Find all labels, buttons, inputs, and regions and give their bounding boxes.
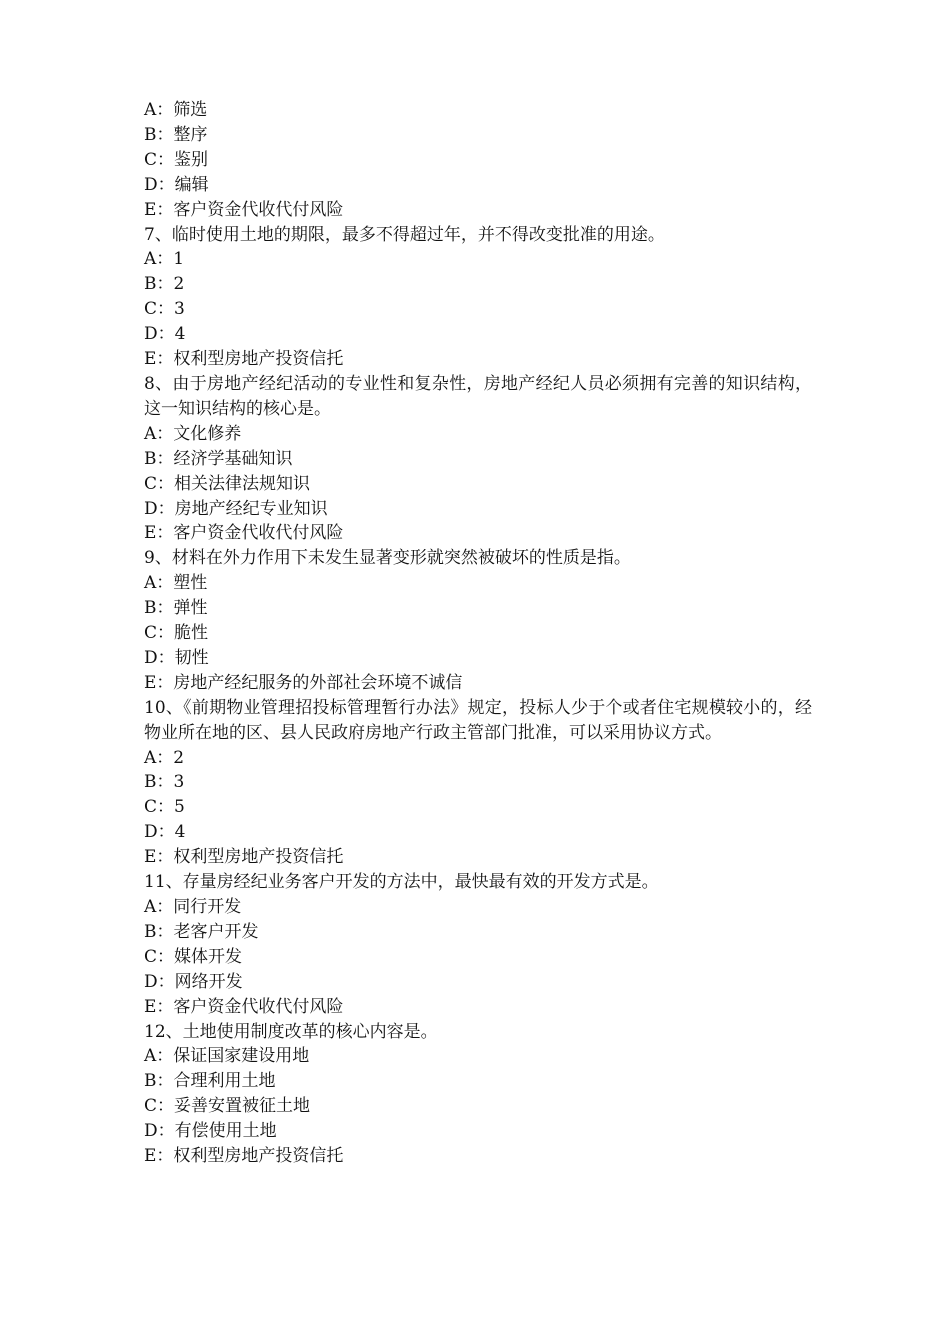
option-c: C：脆性 [144,623,209,644]
question-stem: 11、存量房经纪业务客户开发的方法中，最快最有效的开发方式是。 [144,872,659,893]
question-stem: 10、《前期物业管理招投标管理暂行办法》规定，投标人少于个或者住宅规模较小的，经物业所在地的区、县人民政府房地产行政主管部门批准，可以采用协议方式。 [144,697,812,743]
option-e: E：权利型房地产投资信托 [144,847,344,868]
option-b: B：整序 [144,124,208,145]
option-b: B：2 [144,274,185,295]
option-a: A：筛选 [144,100,208,120]
question-stem: 8、由于房地产经纪活动的专业性和复杂性，房地产经纪人员必须拥有完善的知识结构，这一知识结构的核心是。 [144,373,812,419]
option-a: A：2 [144,747,185,768]
question-8 [144,372,812,546]
option-e: E：权利型房地产投资信托 [144,1146,344,1167]
question-12 [144,1020,812,1169]
option-c: C：妥善安置被征土地 [144,1096,311,1117]
option-b: B：3 [144,772,185,793]
question-9 [144,546,812,695]
option-d: D：韧性 [144,647,209,668]
option-e: E：客户资金代收代付风险 [144,996,344,1017]
option-d: D：4 [144,822,186,843]
option-b: B：老客户开发 [144,921,259,942]
option-c: C：相关法律法规知识 [144,473,311,494]
option-c: C：3 [144,299,185,320]
option-e: E：客户资金代收代付风险 [144,199,344,220]
option-d: D：编辑 [144,174,209,195]
question-stem: 12、土地使用制度改革的核心内容是。 [144,1021,438,1042]
option-b: B：合理利用土地 [144,1071,276,1092]
option-e: E：权利型房地产投资信托 [144,349,344,370]
question-stem: 7、临时使用土地的期限，最多不得超过年，并不得改变批准的用途。 [144,224,665,245]
option-d: D：有偿使用土地 [144,1121,277,1142]
option-d: D：房地产经纪专业知识 [144,498,328,519]
option-b: B：经济学基础知识 [144,448,293,469]
option-c: C：鉴别 [144,149,209,170]
question-10 [144,696,812,870]
document-page [144,98,812,1169]
option-e: E：房地产经纪服务的外部社会环境不诚信 [144,672,463,693]
option-c: C：5 [144,797,185,818]
question-7 [144,223,812,372]
option-a: A：文化修养 [144,423,242,444]
question-11 [144,870,812,1019]
option-a: A：塑性 [144,573,208,594]
option-a: A：同行开发 [144,897,242,917]
option-e: E：客户资金代收代付风险 [144,523,344,544]
question-stem: 9、材料在外力作用下未发生显著变形就突然被破坏的性质是指。 [144,548,631,569]
option-d: D：4 [144,324,186,345]
option-list-continued [144,98,812,223]
option-a: A：1 [144,249,185,270]
option-a: A：保证国家建设用地 [144,1046,310,1067]
option-b: B：弹性 [144,598,208,619]
option-c: C：媒体开发 [144,946,243,967]
option-d: D：网络开发 [144,971,243,992]
